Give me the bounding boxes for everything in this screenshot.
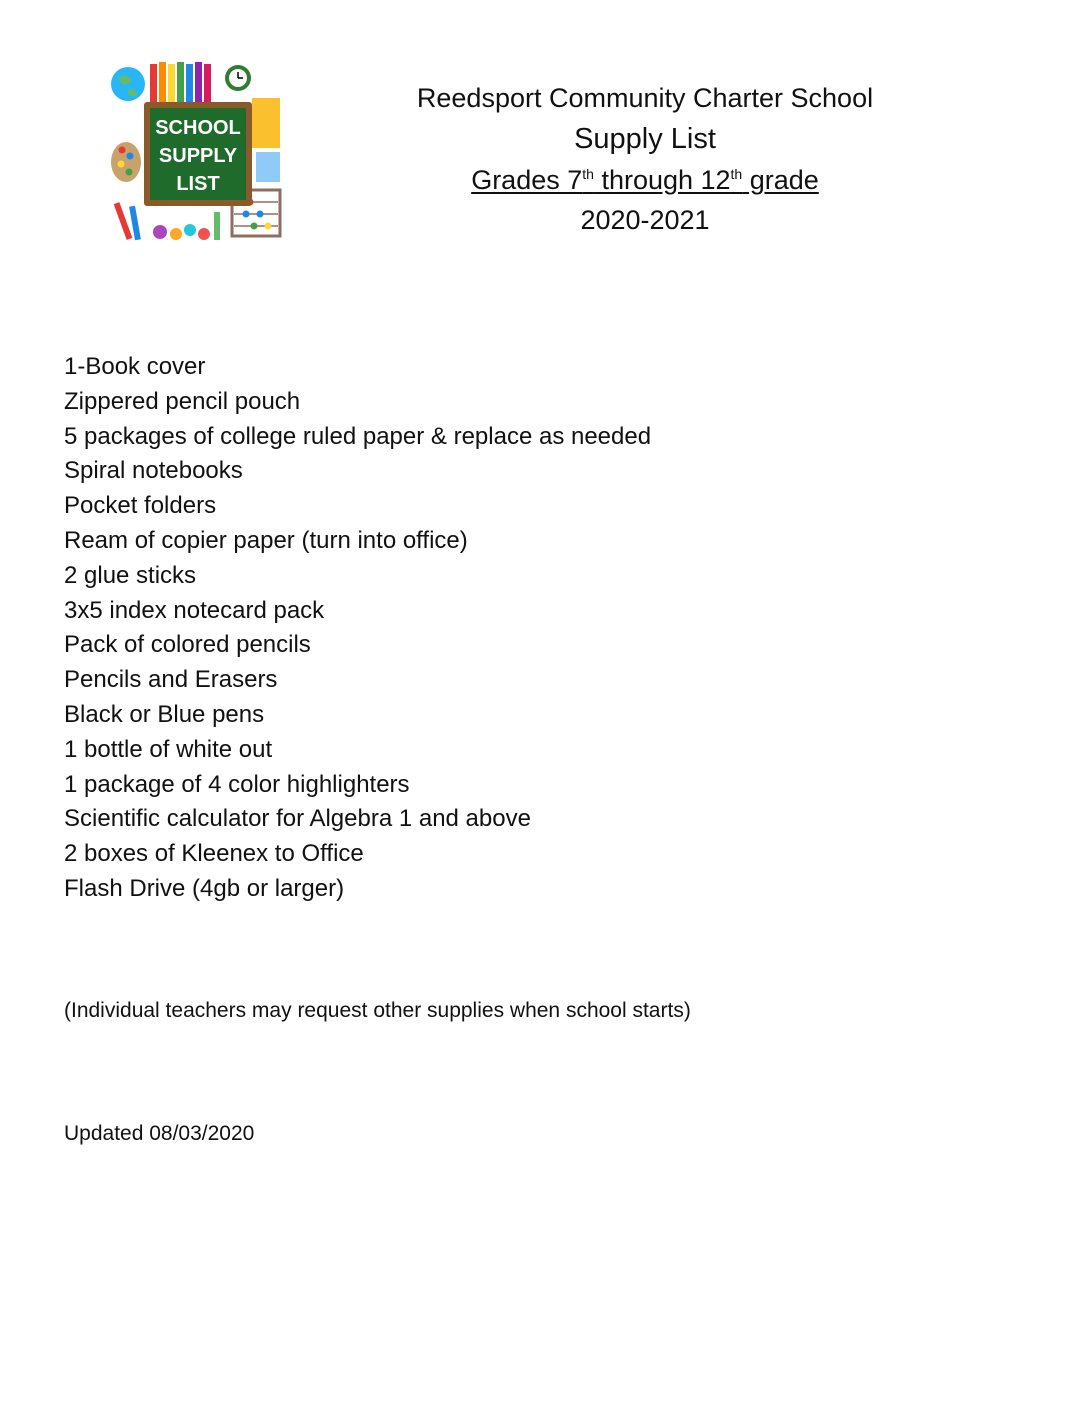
list-item: 5 packages of college ruled paper & replace as needed <box>64 422 652 450</box>
logo-line-1: SCHOOL <box>155 117 241 139</box>
list-item: 2 glue sticks <box>64 561 197 589</box>
chalkboard-icon <box>144 102 252 206</box>
list-item: Spiral notebooks <box>64 457 243 485</box>
list-item: Pencils and Erasers <box>64 666 278 694</box>
list-item: Ream of copier paper (turn into office) <box>64 526 468 554</box>
list-item: 1 bottle of white out <box>64 735 273 763</box>
list-item: Black or Blue pens <box>64 700 265 728</box>
list-item: Scientific calculator for Algebra 1 and above <box>64 805 531 833</box>
grades-sup-1: th <box>582 166 594 182</box>
updated-date: Updated 08/03/2020 <box>64 1122 255 1145</box>
list-item: Pack of colored pencils <box>64 631 311 659</box>
paint-palette-icon <box>111 142 141 182</box>
document-header <box>380 78 910 240</box>
school-name: Reedsport Community Charter School <box>416 83 874 113</box>
grades-suffix: grade <box>742 165 819 195</box>
list-item: 1-Book cover <box>64 353 206 380</box>
logo-line-2: SUPPLY <box>158 145 238 167</box>
list-item: Flash Drive (4gb or larger) <box>64 874 345 902</box>
list-item: 2 boxes of Kleenex to Office <box>64 840 364 868</box>
supply-list <box>64 350 651 907</box>
grades-range <box>380 160 910 200</box>
grades-sup-2: th <box>730 166 743 182</box>
logo-line-3: LIST <box>176 173 220 195</box>
list-item: 3x5 index notecard pack <box>64 596 325 624</box>
school-year: 2020-2021 <box>580 205 710 235</box>
page-title: Supply List <box>574 123 716 155</box>
list-item: Zippered pencil pouch <box>64 387 301 415</box>
grades-middle: through 12 <box>593 165 731 195</box>
globe-icon <box>111 67 145 101</box>
colored-pencils-icon <box>150 62 211 104</box>
teacher-note: (Individual teachers may request other supplies when school starts) <box>64 999 691 1022</box>
school-supply-list-logo <box>110 62 286 242</box>
alarm-clock-icon <box>225 65 251 91</box>
list-item: Pocket folders <box>64 492 217 520</box>
list-item: 1 package of 4 color highlighters <box>64 770 410 798</box>
grades-prefix: Grades 7 <box>471 165 583 195</box>
